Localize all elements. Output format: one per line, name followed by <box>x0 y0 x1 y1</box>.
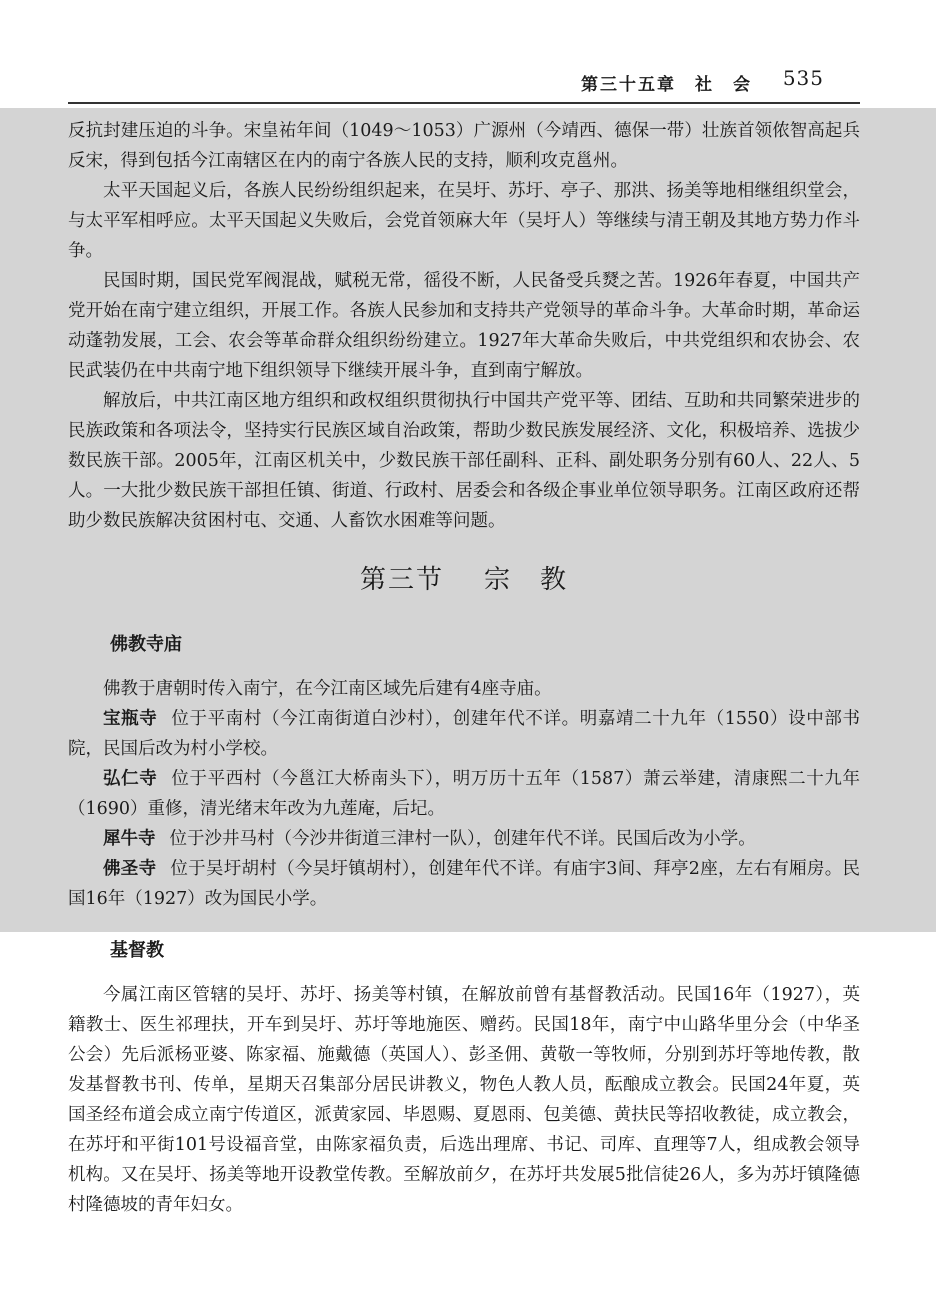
paragraph-taiping: 太平天国起义后，各族人民纷纷组织起来，在吴圩、苏圩、亭子、那洪、扬美等地相继组织堂会，与太平军相呼应。太平天国起义失败后，会党首领麻大年（吴圩人）等继续与清王朝及其地方势力作斗争。 <box>68 181 860 261</box>
page-header <box>68 66 860 104</box>
subheading-christianity: 基督教 <box>110 940 164 961</box>
temple-description: 位于平西村（今邕江大桥南头下），明万历十五年（1587）萧云举建，清康熙二十九年（1690）重修，清光绪末年改为九莲庵，后圮。 <box>68 769 860 819</box>
paragraph-liberation: 解放后，中共江南区地方组织和政权组织贯彻执行中国共产党平等、团结、互助和共同繁荣进步的民族政策和各项法令，坚持实行民族区域自治政策，帮助少数民族发展经济、文化，积极培养、选拔少数民族干部。2005年，江南区机关中，少数民族干部任副科、正科、副处职务分别有60人、22人、5人。一大批少数民族干部担任镇、街道、行政村、居委会和各级企事业单位领导职务。江南区政府还帮助少数民族解决贫困村屯、交通、人畜饮水困难等问题。 <box>68 391 860 531</box>
subheading-buddhism: 佛教寺庙 <box>110 634 182 655</box>
temple-entry <box>68 704 860 764</box>
temple-entry <box>68 764 860 824</box>
paragraph-republic: 民国时期，国民党军阀混战，赋税无常，徭役不断，人民备受兵燹之苦。1926年春夏，中国共产党开始在南宁建立组织，开展工作。各族人民参加和支持共产党领导的革命斗争。大革命时期，革命运动蓬勃发展，工会、农会等革命群众组织纷纷建立。1927年大革命失败后，中共党组织和农协会、农民武装仍在中共南宁地下组织领导下继续开展斗争，直到南宁解放。 <box>68 271 860 381</box>
temple-name: 犀牛寺 <box>103 829 156 849</box>
chapter-title: 第三十五章 社 会 <box>581 75 752 95</box>
christianity-paragraph: 今属江南区管辖的吴圩、苏圩、扬美等村镇，在解放前曾有基督教活动。民国16年（1927），英籍教士、医生祁理扶，开车到吴圩、苏圩等地施医、赠药。民国18年，南宁中山路华里分会（中华圣公会）先后派杨亚婆、陈家福、施戴德（英国人）、彭圣佣、黄敬一等牧师，分别到苏圩等地传教，散发基督教书刊、传单，星期天召集部分居民讲教义，物色人教人员，酝酿成立教会。民国24年夏，英国圣经布道会成立南宁传道区，派黄家园、毕恩赐、夏恩雨、包美德、黄扶民等招收教徒，成立教会，在苏圩和平街101号设福音堂，由陈家福负责，后选出理席、书记、司库、直理等7人，组成教会领导机构。又在吴圩、扬美等地开设教堂传教。至解放前夕，在苏圩共发展5批信徒26人，多为苏圩镇隆德村隆德坡的青年妇女。 <box>68 985 860 1215</box>
section-name: 宗 教 <box>484 565 569 595</box>
temple-entry <box>68 824 860 854</box>
temple-name: 弘仁寺 <box>103 769 158 789</box>
temple-entry <box>68 854 860 914</box>
page-body <box>68 116 860 1220</box>
paragraph-continuation: 反抗封建压迫的斗争。宋皇祐年间（1049～1053）广源州（今靖西、德保一带）壮族首领侬智高起兵反宋，得到包括今江南辖区在内的南宁各族人民的支持，顺利攻克邕州。 <box>68 121 860 171</box>
temple-description: 位于平南村（今江南街道白沙村），创建年代不详。明嘉靖二十九年（1550）设中部书院，民国后改为村小学校。 <box>68 709 860 759</box>
page-number: 535 <box>782 66 824 90</box>
buddhism-intro: 佛教于唐朝时传入南宁，在今江南区域先后建有4座寺庙。 <box>103 679 552 699</box>
section-number: 第三节 <box>359 565 444 595</box>
section-title <box>68 560 860 600</box>
temple-name: 宝瓶寺 <box>103 709 158 729</box>
temple-description: 位于吴圩胡村（今吴圩镇胡村），创建年代不详。有庙宇3间、拜亭2座，左右有厢房。民国16年（1927）改为国民小学。 <box>68 859 861 909</box>
temple-description: 位于沙井马村（今沙井街道三津村一队），创建年代不详。民国后改为小学。 <box>169 829 756 849</box>
temple-name: 佛圣寺 <box>103 859 157 879</box>
